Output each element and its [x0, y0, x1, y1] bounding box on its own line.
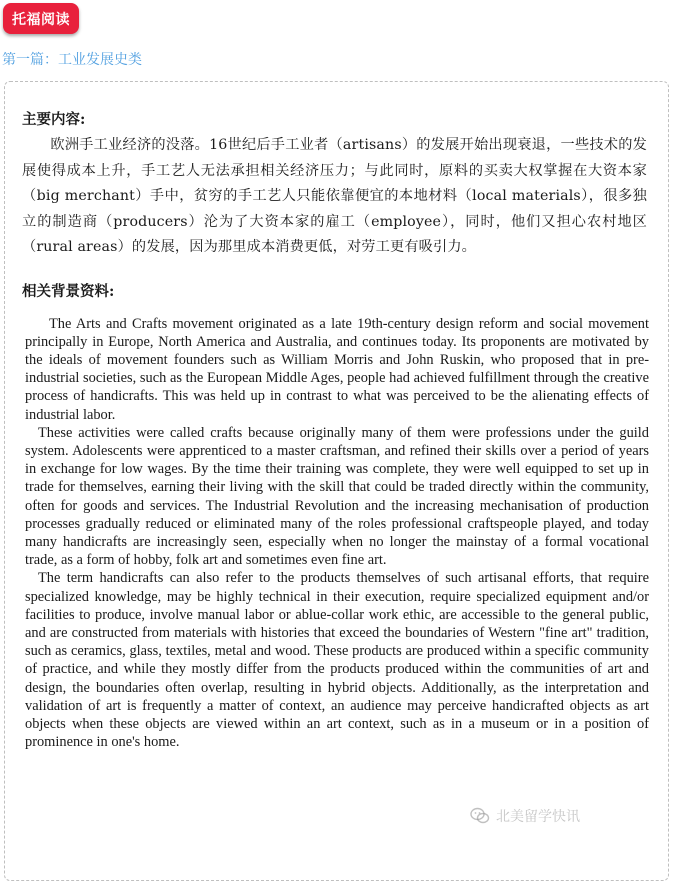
tag-button[interactable]: 托福阅读 — [3, 3, 79, 34]
watermark — [470, 806, 580, 826]
summary-paragraph: 欧洲手工业经济的没落。16世纪后手工业者（artisans）的发展开始出现衰退，一些技术的发展使得成本上升，手工艺人无法承担相关经济压力；与此同时，原料的买卖大权掌握在大资本家（big merchant）手中，贫穷的手工艺人只能依靠便宜的本地材料（local materials），很多独立的制造商（producers）沦为了大资本家的雇工（employee），同时，他们又担心农村地区（rural areas）的发展，因为那里成本消费更低，对劳工更有吸引力。 — [22, 137, 647, 255]
background-paragraph-1: The Arts and Crafts movement originated as a late 19th-century design reform and social movement principally in Europe, North America and Australia, and continues today. Its proponents are motivated by the ideals of movement founders such as William Morris and John Ruskin, who proposed that in pre-industrial societies, such as the European Middle Ages, people had achieved fulfillment through the creative process of handicrafts. This was held up in contrast to what was perceived to be the alienating effects of industrial labor. — [25, 315, 649, 423]
watermark-text: 北美留学快讯 — [496, 809, 580, 825]
wechat-icon — [470, 807, 490, 825]
background-paragraph-3: The term handicrafts can also refer to the products themselves of such artisanal efforts, that require specialized knowledge, may be highly technical in their execution, require specialized equipment and/or facilities to produce, involve manual labor or ablue-collar work ethic, are accessible to the general public, and are constructed from materials with histories that exceed the boundaries of Western "fine art" tradition, such as ceramics, glass, textiles, metal and wood. These products are produced within a specific community of practice, and while they mostly differ from the products produced within the communities of art and design, the boundaries often overlap, resulting in hybrid objects. Additionally, as the interpretation and validation of art is frequently a matter of context, an audience may perceive handicrafted objects as art objects when these objects are viewed within an art context, such as in a museum or in a position of prominence in one's home. — [25, 570, 649, 751]
background-heading: 相关背景资料: — [22, 282, 115, 300]
article-content — [19, 100, 649, 751]
summary-heading: 主要内容: — [22, 111, 86, 128]
background-paragraph-2: These activities were called crafts because originally many of them were professions under the guild system. Adolescents were apprenticed to a master craftsman, and refined their skills over a period of years in exchange for low wages. By the time their training was complete, they were well equipped to set up in trade for themselves, earning their living with the skill that could be traded directly within the community, often for goods and services. The Industrial Revolution and the increasing mechanisation of production processes gradually reduced or eliminated many of the roles professional craftspeople played, and today many handicrafts are increasingly seen, especially when no longer the mainstay of a formal vocational trade, as a form of hobby, folk art and sometimes even fine art. — [25, 424, 649, 569]
series-title-link[interactable]: 第一篇：工业发展史类 — [2, 52, 142, 68]
